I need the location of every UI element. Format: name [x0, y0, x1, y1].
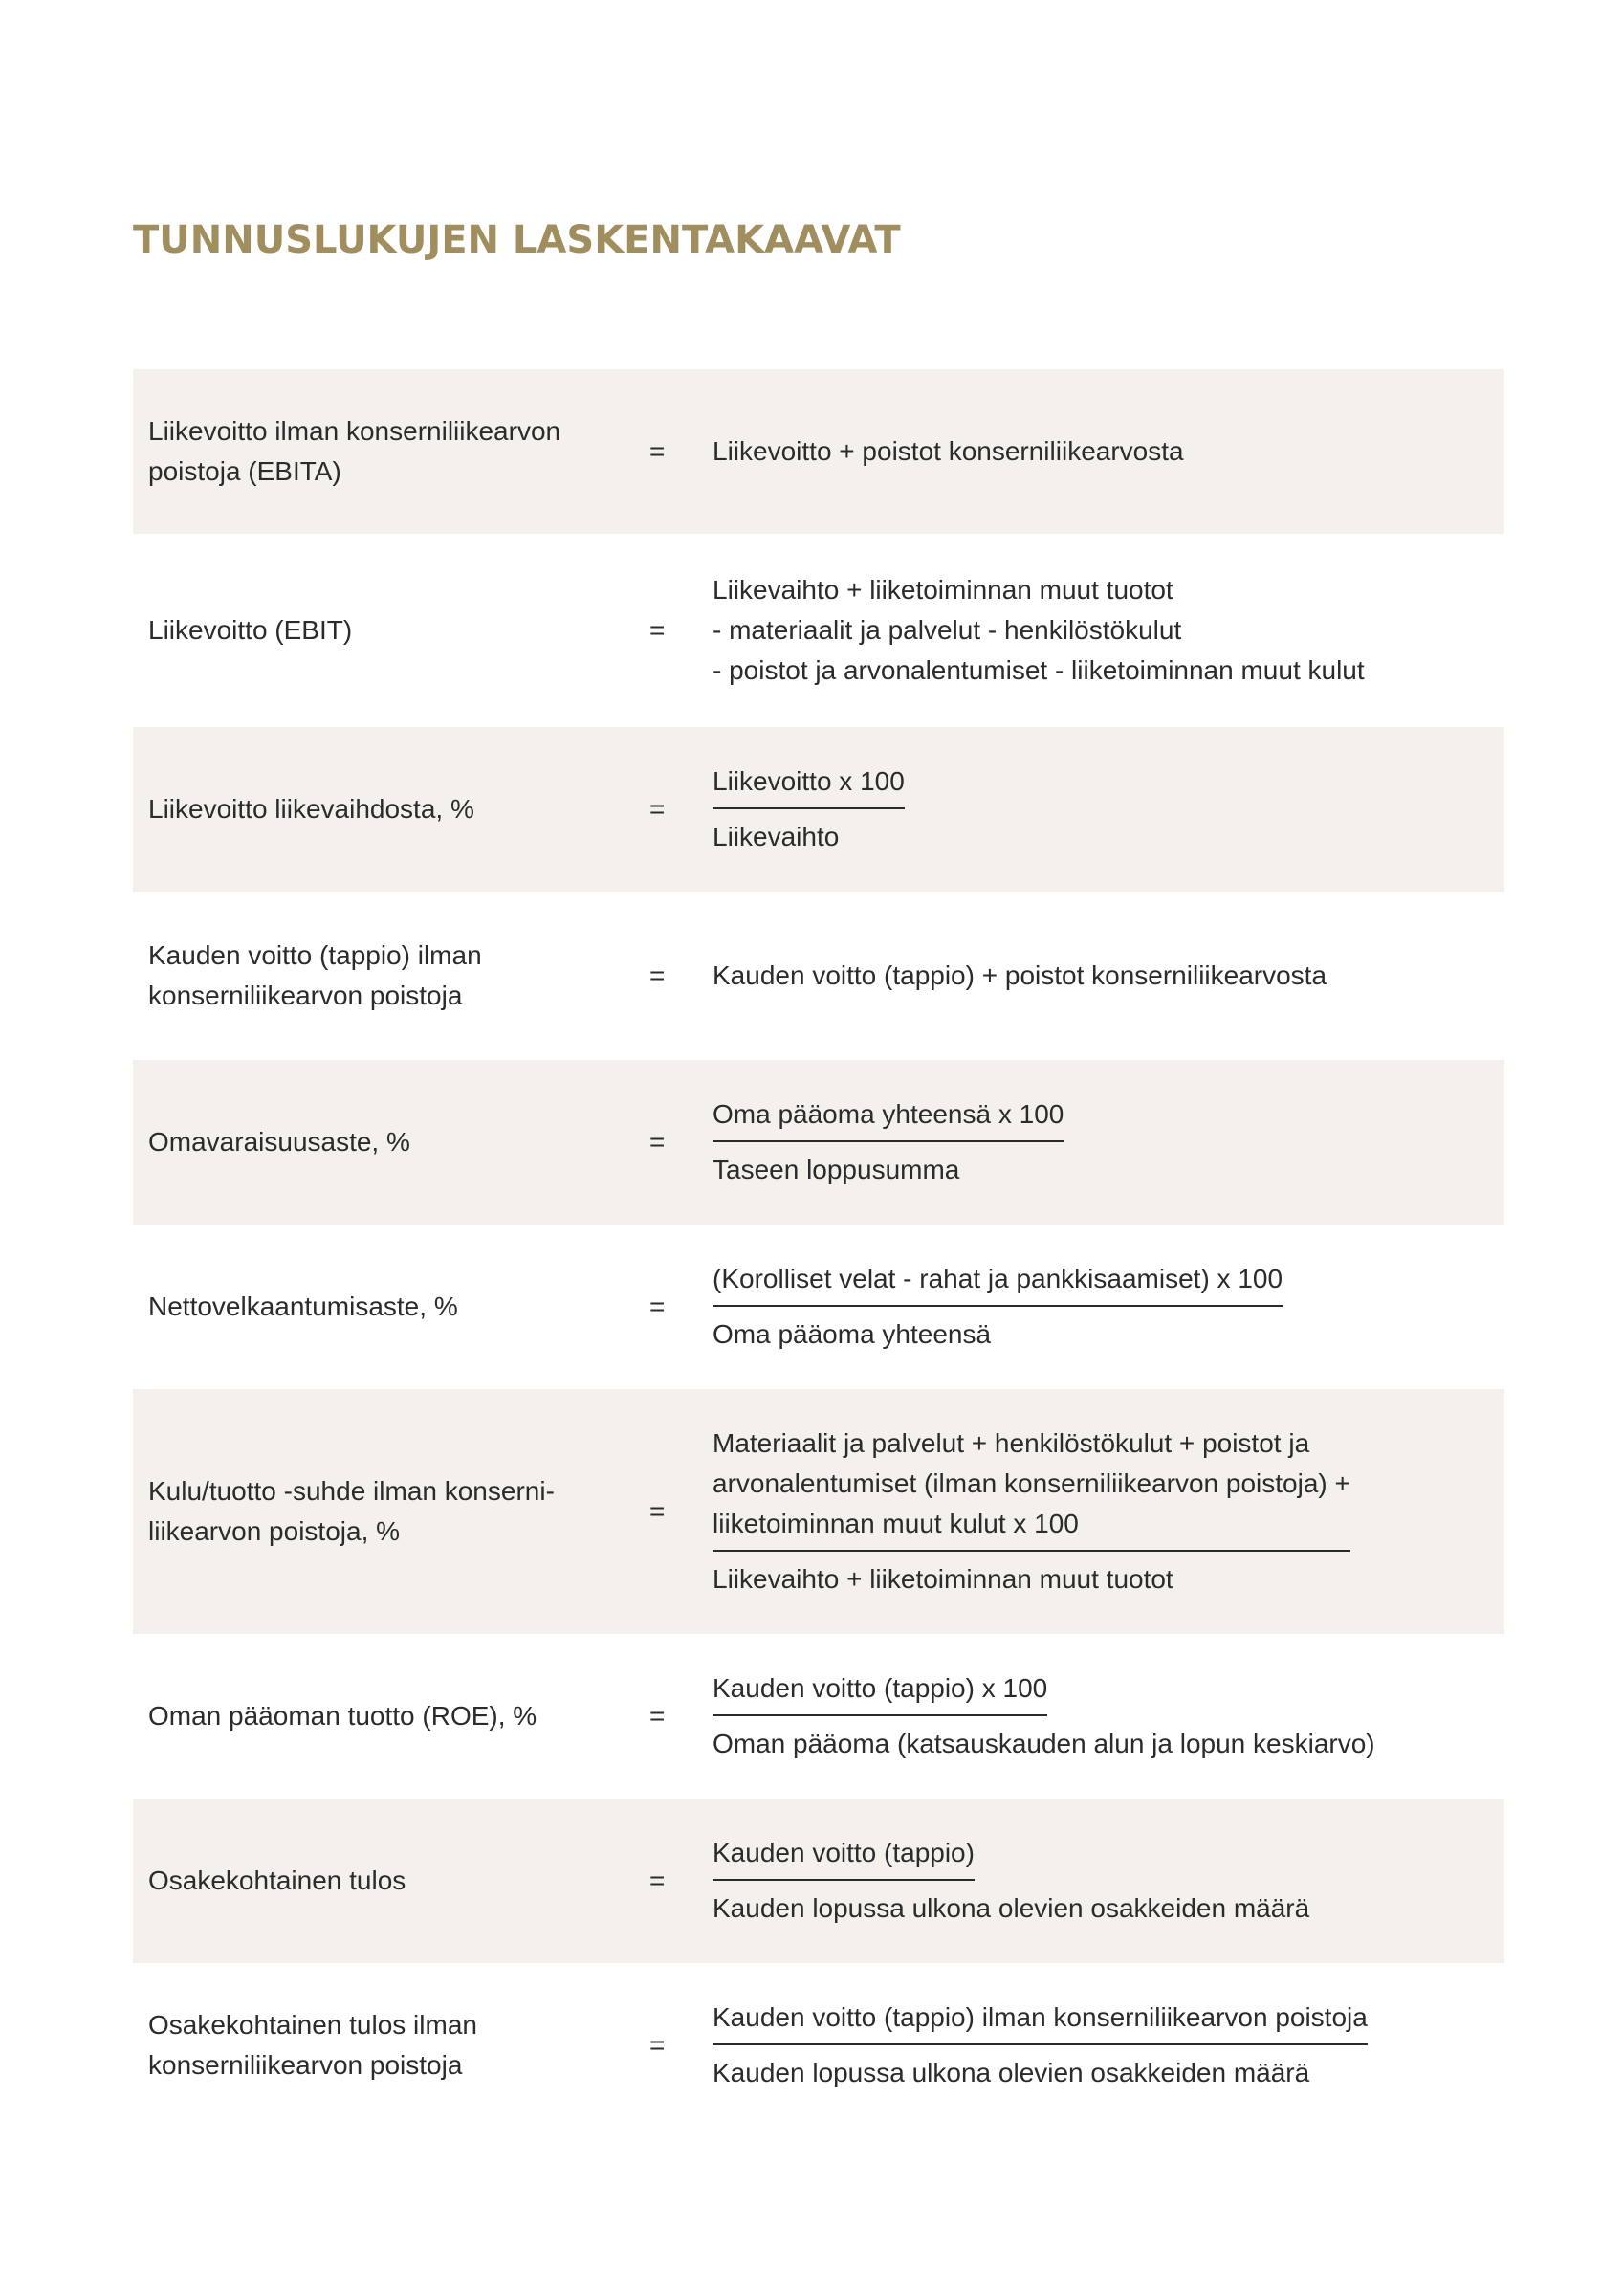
numerator-line: Kauden voitto (tappio) ilman konserniliikearvon poistoja [713, 2002, 1368, 2032]
term-line: Liikevoitto ilman konserniliikearvon [148, 416, 561, 446]
term-line: Kulu/tuotto -suhde ilman konserni- [148, 1476, 555, 1506]
formula-table [133, 369, 1504, 2128]
fraction-denominator: Kauden lopussa ulkona olevien osakkeiden määrä [713, 1893, 1310, 1923]
formula-fraction [713, 1833, 1478, 1929]
fraction-denominator: Kauden lopussa ulkona olevien osakkeiden määrä [713, 2058, 1310, 2087]
numerator-line: arvonalentumiset (ilman konserniliikearvon poistoja) + [713, 1468, 1350, 1498]
formula-term [148, 1471, 626, 1552]
numerator-line: Oma pääoma yhteensä x 100 [713, 1099, 1064, 1129]
fraction-denominator: Liikevaihto + liiketoiminnan muut tuotot [713, 1564, 1173, 1594]
formula-row-period-profit [133, 892, 1504, 1060]
term-line: Liikevoitto liikevaihdosta, % [148, 794, 474, 824]
definition-line: Kauden voitto (tappio) + poistot konserniliikearvosta [713, 960, 1327, 990]
formula-row-ebita [133, 369, 1504, 534]
formula-row-roe [133, 1634, 1504, 1799]
formula-definition [713, 431, 1478, 472]
term-line: Osakekohtainen tulos [148, 1866, 406, 1895]
numerator-line: liiketoiminnan muut kulut x 100 [713, 1509, 1079, 1538]
term-line: konserniliikearvon poistoja [148, 2050, 463, 2080]
formula-fraction [713, 1668, 1478, 1764]
term-line: Oman pääoman tuotto (ROE), % [148, 1701, 537, 1731]
formula-term [148, 2005, 626, 2086]
equals-sign: = [649, 1701, 666, 1731]
equals-sign: = [649, 2030, 666, 2060]
numerator-line: (Korolliset velat - rahat ja pankkisaamiset) x 100 [713, 1264, 1283, 1293]
numerator-line: Kauden voitto (tappio) [713, 1838, 975, 1867]
formula-row-cost-income-ratio [133, 1389, 1504, 1634]
term-line: Omavaraisuusaste, % [148, 1127, 410, 1157]
formula-row-gearing [133, 1225, 1504, 1389]
formula-definition [713, 956, 1478, 996]
formula-term [148, 936, 626, 1016]
formula-fraction [713, 1094, 1478, 1190]
definition-line: Liikevoitto + poistot konserniliikearvosta [713, 436, 1184, 466]
fraction-denominator: Taseen loppusumma [713, 1155, 960, 1184]
formula-fraction [713, 762, 1478, 857]
fraction-numerator [713, 1668, 1047, 1716]
fraction-numerator [713, 762, 905, 809]
fraction-denominator: Oman pääoma (katsauskauden alun ja lopun keskiarvo) [713, 1729, 1375, 1758]
term-line: konserniliikearvon poistoja [148, 981, 463, 1010]
term-line: Kauden voitto (tappio) ilman [148, 940, 482, 970]
equals-sign: = [649, 960, 666, 990]
formula-term [148, 789, 626, 829]
equals-sign: = [649, 436, 666, 466]
fraction-numerator [713, 1998, 1368, 2045]
definition-line: - materiaalit ja palvelut - henkilöstökulut [713, 615, 1182, 645]
numerator-line: Materiaalit ja palvelut + henkilöstökulut + poistot ja [713, 1428, 1310, 1458]
term-line: liikearvon poistoja, % [148, 1516, 401, 1546]
fraction-numerator [713, 1833, 975, 1881]
equals-sign: = [649, 1127, 666, 1157]
definition-line: Liikevaihto + liiketoiminnan muut tuotot [713, 575, 1173, 605]
term-line: Nettovelkaantumisaste, % [148, 1292, 458, 1321]
equals-sign: = [649, 615, 666, 645]
formula-term [148, 411, 626, 492]
formula-fraction [713, 1998, 1478, 2093]
formula-term [148, 1861, 626, 1901]
fraction-numerator [713, 1424, 1350, 1552]
formula-definition [713, 570, 1478, 691]
formula-fraction [713, 1424, 1478, 1600]
formula-row-eps [133, 1799, 1504, 1963]
formula-fraction [713, 1259, 1478, 1355]
formula-term [148, 610, 626, 651]
equals-sign: = [649, 794, 666, 824]
fraction-numerator [713, 1094, 1064, 1142]
formula-row-equity-ratio [133, 1060, 1504, 1225]
term-line: poistoja (EBITA) [148, 456, 341, 486]
formula-term [148, 1122, 626, 1162]
page-title: TUNNUSLUKUJEN LASKENTAKAAVAT [133, 218, 901, 262]
term-line: Osakekohtainen tulos ilman [148, 2010, 477, 2040]
equals-sign: = [649, 1496, 666, 1526]
equals-sign: = [649, 1292, 666, 1321]
numerator-line: Liikevoitto x 100 [713, 766, 905, 796]
fraction-denominator: Oma pääoma yhteensä [713, 1319, 992, 1349]
formula-term [148, 1696, 626, 1736]
fraction-numerator [713, 1259, 1283, 1307]
equals-sign: = [649, 1866, 666, 1895]
formula-row-ebit [133, 534, 1504, 727]
numerator-line: Kauden voitto (tappio) x 100 [713, 1673, 1048, 1703]
formula-row-eps-excl-goodwill [133, 1963, 1504, 2128]
fraction-denominator: Liikevaihto [713, 822, 840, 851]
formula-term [148, 1287, 626, 1327]
formula-row-operating-margin [133, 727, 1504, 892]
term-line: Liikevoitto (EBIT) [148, 615, 353, 645]
definition-line: - poistot ja arvonalentumiset - liiketoiminnan muut kulut [713, 655, 1365, 685]
